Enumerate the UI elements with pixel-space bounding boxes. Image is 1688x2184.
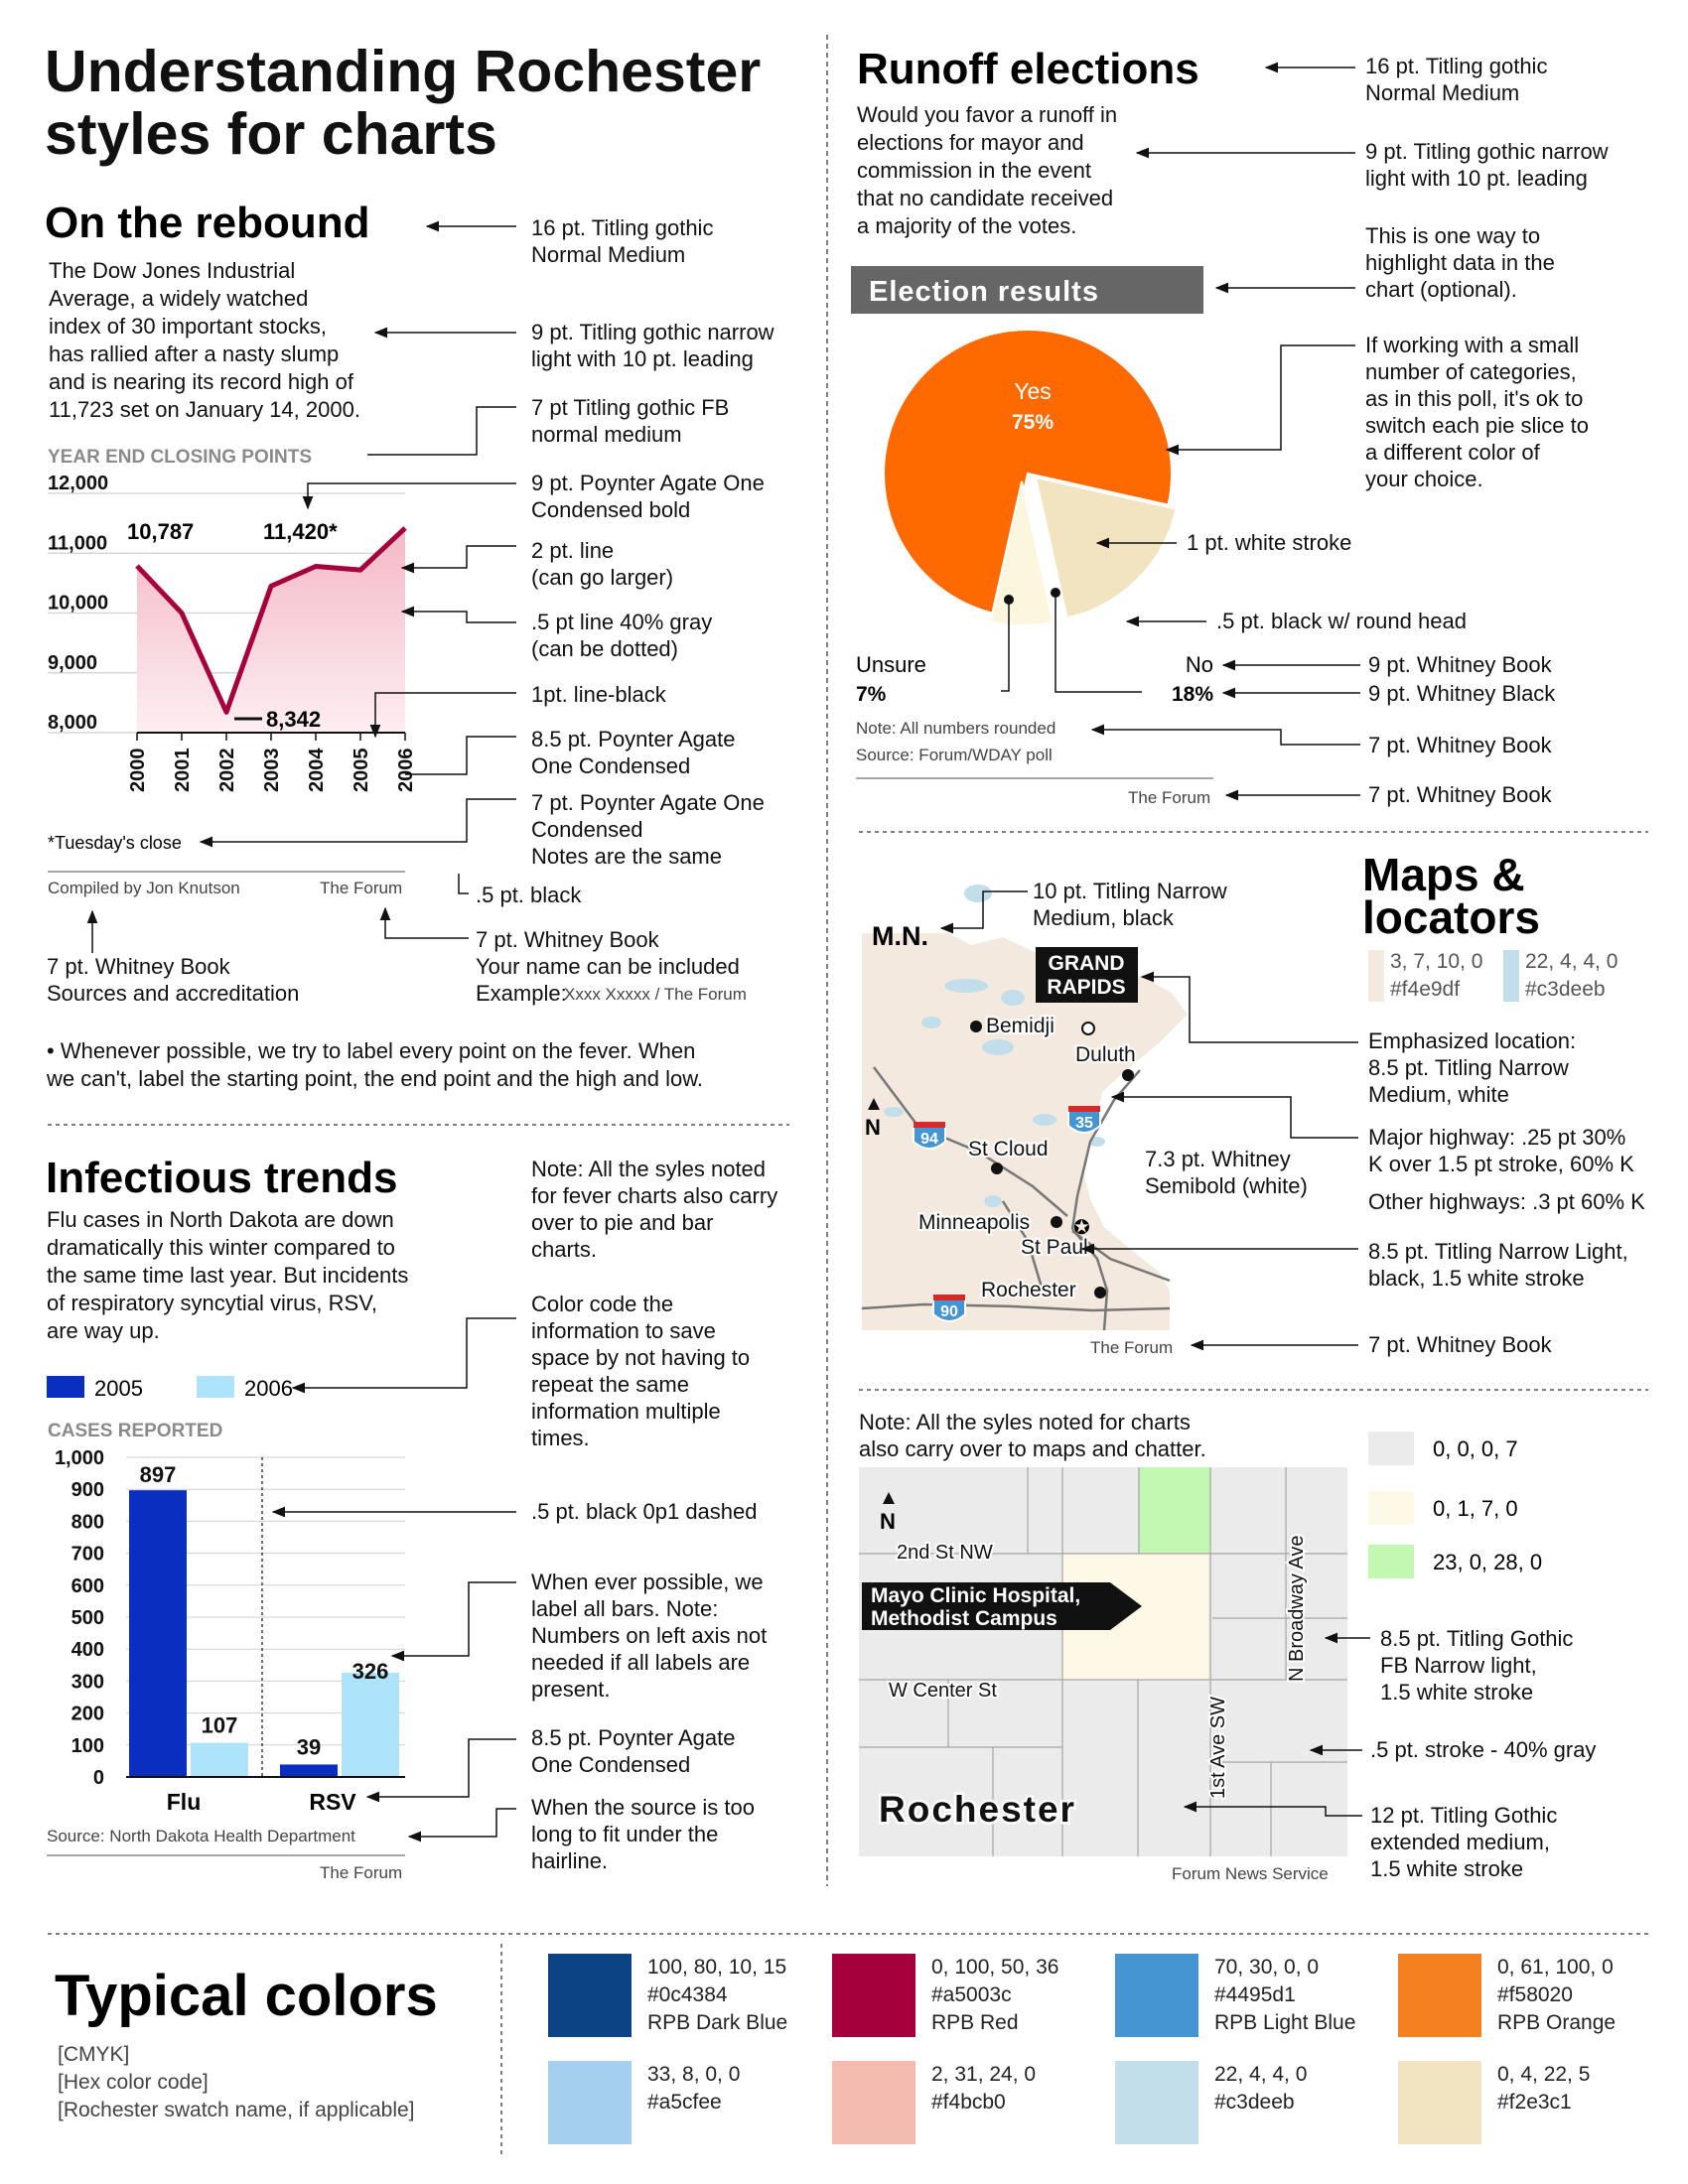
body-line: and is nearing its record high of <box>49 369 353 394</box>
annotation: (can go larger) <box>531 565 674 590</box>
runoff-heading: Runoff elections <box>857 45 1199 93</box>
body-line: The Dow Jones Industrial <box>49 258 296 283</box>
annotation: .5 pt. black 0p1 dashed <box>531 1499 758 1524</box>
annotation: .5 pt. stroke - 40% gray <box>1370 1737 1597 1762</box>
category-label: RSV <box>309 1789 356 1815</box>
annotation: 1.5 white stroke <box>1370 1856 1524 1881</box>
fever-area <box>137 528 405 733</box>
locator-annotations <box>1370 1626 1596 1881</box>
bar-flu-2006 <box>191 1743 248 1777</box>
y-tick-label: 100 <box>70 1734 104 1757</box>
runoff-annotations <box>1187 54 1609 807</box>
city-label: St Paul <box>1021 1236 1088 1259</box>
body-line: has rallied after a nasty slump <box>49 341 340 366</box>
body-line: the same time last year. But incidents <box>47 1263 409 1288</box>
color-swatch <box>548 1954 632 2037</box>
star-icon: ✪ <box>1073 1217 1090 1239</box>
swatch-hex: #f2e3c1 <box>1497 2091 1572 2114</box>
y-tick-label: 9,000 <box>48 651 98 674</box>
annotation: If working with a small <box>1365 333 1580 357</box>
runoff-body <box>857 102 1117 238</box>
annotation: black, 1.5 white stroke <box>1368 1266 1585 1291</box>
source-credit: The Forum <box>320 1863 403 1882</box>
swatch-hex: #c3deeb <box>1525 978 1606 1001</box>
bar-flu-2005 <box>129 1490 187 1777</box>
city-dot <box>1094 1287 1106 1298</box>
annotation: Other highways: .3 pt 60% K <box>1368 1189 1645 1214</box>
minnesota-map <box>862 885 1188 1357</box>
annotation: 1pt. line-black <box>531 682 666 707</box>
swatch-hex: #f4bcb0 <box>931 2091 1006 2114</box>
annotation: .5 pt. black w/ round head <box>1216 609 1467 633</box>
annotation: 8.5 pt. Poynter Agate <box>531 727 736 751</box>
x-tick-label: 2000 <box>127 748 149 792</box>
maps-heading <box>1362 849 1540 943</box>
slice-label-unsure: Unsure <box>856 652 926 677</box>
annotation: highlight data in the <box>1365 250 1555 275</box>
bullet-line: we can't, label the starting point, the end point and the high and low. <box>47 1066 703 1091</box>
annotation: 7.3 pt. Whitney <box>1145 1147 1291 1171</box>
annotation: 7 pt. Poynter Agate One <box>531 790 765 815</box>
annotation: Medium, black <box>1033 905 1174 930</box>
city-label: Duluth <box>1075 1043 1136 1066</box>
annotation: Medium, white <box>1368 1082 1509 1107</box>
body-line: dramatically this winter compared to <box>47 1235 395 1260</box>
annotation: 7 pt. Whitney Book <box>476 927 659 952</box>
lake <box>982 1039 1014 1055</box>
annotation: 16 pt. Titling gothic <box>1365 54 1548 78</box>
swatch-cmyk: 33, 8, 0, 0 <box>647 2063 741 2086</box>
emphasized-city: RAPIDS <box>1047 976 1126 999</box>
annotation: needed if all labels are <box>531 1650 751 1675</box>
rebound-heading: On the rebound <box>45 199 370 247</box>
source-line: Source: North Dakota Health Department <box>47 1827 355 1845</box>
swatch-hex: #4495d1 <box>1214 1983 1296 2006</box>
state-shape <box>862 933 1188 1330</box>
x-tick-label: 2002 <box>216 748 238 792</box>
annotation: 7 pt. Whitney Book <box>1368 733 1552 757</box>
heading-line: Maps & <box>1362 849 1525 900</box>
annotation: Normal Medium <box>1365 80 1520 105</box>
shield-35 <box>1068 1106 1100 1133</box>
swatch-hex: #f4e9df <box>1390 978 1461 1001</box>
city-label: Rochester <box>879 1789 1076 1830</box>
annotation: 1 pt. white stroke <box>1187 530 1352 555</box>
slice-value-yes: 75% <box>1011 411 1055 434</box>
street-label: W Center St <box>889 1680 997 1702</box>
swatch-cmyk: 0, 1, 7, 0 <box>1433 1496 1518 1521</box>
body-line: 11,723 set on January 14, 2000. <box>49 397 360 422</box>
annotation: Notes are the same <box>531 844 722 869</box>
body-line: of respiratory syncytial virus, RSV, <box>47 1291 377 1315</box>
chart-label: YEAR END CLOSING POINTS <box>48 447 313 468</box>
y-tick-label: 200 <box>70 1703 104 1725</box>
lake <box>984 1195 1002 1207</box>
annotation: Color code the <box>531 1292 674 1316</box>
city-label: Bemidji <box>986 1015 1055 1037</box>
swatch-hex: #f58020 <box>1497 1983 1573 2006</box>
rebound-bullet <box>46 1038 703 1091</box>
annotation: Condensed bold <box>531 497 691 522</box>
body-line: commission in the event <box>857 158 1091 183</box>
body-line: are way up. <box>47 1318 160 1343</box>
city-dot <box>1051 1216 1062 1228</box>
annotation: normal medium <box>531 422 682 447</box>
swatch-cmyk: 3, 7, 10, 0 <box>1390 950 1483 973</box>
annotation: as in this poll, it's ok to <box>1365 386 1584 411</box>
typical-legend <box>58 2043 415 2121</box>
emphasized-city: GRAND <box>1048 952 1125 975</box>
lake <box>1033 1114 1056 1126</box>
annotation: switch each pie slice to <box>1365 413 1589 438</box>
annotation: information to save <box>531 1318 716 1343</box>
pie-chart <box>856 330 1213 706</box>
legend-label: 2006 <box>244 1376 293 1401</box>
body-line: Flu cases in North Dakota are down <box>47 1207 394 1232</box>
bar-value-label: 326 <box>352 1659 389 1685</box>
annotation: light with 10 pt. leading <box>531 346 754 371</box>
bar-rsv-2006 <box>342 1673 399 1777</box>
swatch-cmyk: 0, 0, 0, 7 <box>1433 1436 1518 1461</box>
annotation: 8.5 pt. Titling Gothic <box>1380 1626 1574 1651</box>
city-label: Minneapolis <box>918 1211 1031 1234</box>
locator-note <box>859 1410 1206 1461</box>
annotation: K over 1.5 pt stroke, 60% K <box>1368 1152 1634 1176</box>
swatch <box>1368 1545 1414 1578</box>
swatch-hex: #c3deeb <box>1214 2091 1295 2114</box>
annotation: One Condensed <box>531 1752 691 1777</box>
title-line: Understanding Rochester <box>45 39 762 104</box>
annotation: This is one way to <box>1365 223 1541 248</box>
y-tick-label: 1,000 <box>54 1447 104 1469</box>
infectious-body <box>47 1207 408 1343</box>
footnote: *Tuesday's close <box>48 833 182 853</box>
swatch <box>1368 1491 1414 1525</box>
annotation: 16 pt. Titling gothic <box>531 215 714 240</box>
color-swatch <box>1398 1954 1481 2037</box>
city-dot <box>970 1021 982 1032</box>
legend-swatch-2006 <box>197 1376 234 1398</box>
color-swatch <box>1115 2061 1198 2144</box>
legend-label: 2005 <box>94 1376 143 1401</box>
swatch-name: RPB Dark Blue <box>647 2011 788 2034</box>
annotation: hairline. <box>531 1848 609 1873</box>
state-label: M.N. <box>872 921 928 951</box>
annotation: 9 pt. Titling gothic narrow <box>531 320 774 344</box>
y-tick-label: 500 <box>70 1607 104 1629</box>
annotation: 9 pt. Whitney Black <box>1368 681 1556 706</box>
annotation: 7 pt. Whitney Book <box>1368 782 1552 807</box>
title-line: styles for charts <box>45 101 497 167</box>
annotation: your choice. <box>1365 467 1483 491</box>
shield-90 <box>933 1295 965 1321</box>
body-line: index of 30 important stocks, <box>49 314 328 339</box>
swatch-hex: #0c4384 <box>647 1983 728 2006</box>
x-tick-label: 2004 <box>306 748 328 792</box>
city-label: Rochester <box>981 1279 1076 1301</box>
bullet-line: • Whenever possible, we try to label every point on the fever. When <box>47 1038 696 1063</box>
rebound-body <box>49 258 360 422</box>
annotation: .5 pt line 40% gray <box>531 610 713 634</box>
shield-number: 94 <box>920 1131 938 1148</box>
lake <box>1001 990 1025 1006</box>
leader-head <box>1004 595 1014 605</box>
chart-label: CASES REPORTED <box>48 1421 223 1441</box>
swatch-cmyk: 22, 4, 4, 0 <box>1214 2063 1308 2086</box>
rochester-locator-map <box>859 1467 1347 1856</box>
swatch-cmyk: 2, 31, 24, 0 <box>931 2063 1037 2086</box>
swatch-hex: #a5003c <box>931 1983 1012 2006</box>
annotation: 9 pt. Titling gothic narrow <box>1365 139 1609 164</box>
x-tick-label: 2005 <box>351 748 372 792</box>
leader-head <box>1051 588 1060 598</box>
compiled-by: Compiled by Jon Knutson <box>48 879 240 897</box>
annotation: Major highway: .25 pt 30% <box>1368 1125 1626 1150</box>
y-tick-label: 800 <box>70 1511 104 1534</box>
y-tick-label: 12,000 <box>48 473 109 494</box>
body-line: that no candidate received <box>857 186 1114 210</box>
swatch <box>1368 1432 1414 1465</box>
annotation: Example: <box>476 981 567 1006</box>
slice-value-unsure: 7% <box>856 683 887 706</box>
shield-number: 35 <box>1075 1115 1093 1132</box>
annotation: FB Narrow light, <box>1380 1653 1537 1678</box>
map-credit: Forum News Service <box>1172 1864 1329 1883</box>
annotation: chart (optional). <box>1365 277 1517 302</box>
annotation: Condensed <box>531 817 643 842</box>
annotation: 7 pt. Whitney Book <box>1368 1332 1552 1357</box>
color-swatch <box>832 2061 915 2144</box>
annotation: 8.5 pt. Poynter Agate <box>531 1725 736 1750</box>
annotation: times. <box>531 1426 590 1450</box>
color-swatch <box>1398 2061 1481 2144</box>
lake <box>921 1017 941 1028</box>
map-credit: The Forum <box>1090 1338 1174 1357</box>
annotation: Emphasized location: <box>1368 1028 1577 1053</box>
swatch-cmyk: 0, 100, 50, 36 <box>931 1956 1059 1979</box>
annotation: Your name can be included <box>476 954 740 979</box>
lake <box>884 1107 904 1117</box>
annotation: (can be dotted) <box>531 636 678 661</box>
locator-swatches <box>1368 1432 1542 1578</box>
north-label: N <box>865 1115 881 1140</box>
slice-label-no: No <box>1185 652 1213 677</box>
annotation: .5 pt. black <box>476 883 582 907</box>
body-line: a majority of the votes. <box>857 213 1077 238</box>
annotation: 7 pt Titling gothic FB <box>531 395 730 420</box>
annotation: 2 pt. line <box>531 538 615 563</box>
source-line: Source: Forum/WDAY poll <box>856 746 1053 764</box>
note-line: also carry over to maps and chatter. <box>859 1436 1206 1461</box>
body-line: Would you favor a runoff in <box>857 102 1118 127</box>
swatch-water <box>1503 950 1519 1002</box>
callout-label: Methodist Campus <box>871 1607 1057 1630</box>
annotation: Normal Medium <box>531 242 686 267</box>
lake <box>944 979 988 993</box>
bar-chart <box>55 1447 405 1815</box>
annotation: Sources and accreditation <box>47 981 300 1006</box>
annotation: When the source is too <box>531 1795 756 1820</box>
street-label: 1st Ave SW <box>1207 1696 1229 1799</box>
swatch-cmyk: 23, 0, 28, 0 <box>1433 1550 1543 1574</box>
annotation: charts. <box>531 1237 598 1262</box>
swatch-name: RPB Light Blue <box>1214 2011 1356 2034</box>
annotation-example: Xxxx Xxxxx / The Forum <box>564 985 747 1004</box>
x-tick-label: 2001 <box>172 748 194 792</box>
bar-value-label: 107 <box>201 1712 238 1738</box>
annotation: over to pie and bar <box>531 1210 714 1235</box>
bar-value-label: 39 <box>296 1734 322 1760</box>
swatch-cmyk: 22, 4, 4, 0 <box>1525 950 1618 973</box>
swatch-name: RPB Orange <box>1497 2011 1617 2034</box>
y-tick-label: 400 <box>70 1639 104 1662</box>
data-label-end: 11,420* <box>263 519 338 544</box>
city-label: St Cloud <box>968 1138 1049 1160</box>
annotation: extended medium, <box>1370 1830 1550 1854</box>
street-label: N Broadway Ave <box>1286 1535 1308 1682</box>
park-block <box>1139 1467 1210 1554</box>
y-tick-label: 11,000 <box>48 532 108 555</box>
legend-line: [CMYK] <box>58 2043 130 2066</box>
callout-label: Mayo Clinic Hospital, <box>871 1584 1081 1607</box>
y-tick-label: 900 <box>70 1479 104 1502</box>
note-line: Note: All numbers rounded <box>856 719 1056 738</box>
annotation: 12 pt. Titling Gothic <box>1370 1803 1558 1828</box>
y-tick-label: 10,000 <box>48 592 109 614</box>
note-line: Note: All the syles noted for charts <box>859 1410 1191 1434</box>
shield-94 <box>914 1122 945 1149</box>
category-label: Flu <box>166 1789 202 1815</box>
y-tick-label: 700 <box>70 1543 104 1566</box>
y-tick-label: 8,000 <box>48 712 98 734</box>
slice-label-yes: Yes <box>1014 378 1052 404</box>
annotation: Semibold (white) <box>1145 1173 1308 1198</box>
annotation: 1.5 white stroke <box>1380 1680 1534 1705</box>
annotation: a different color of <box>1365 440 1540 465</box>
city-dot-emphasized <box>1082 1023 1094 1034</box>
body-line: elections for mayor and <box>857 130 1084 155</box>
city-dot <box>1122 1069 1134 1081</box>
annotation: information multiple <box>531 1399 721 1424</box>
annotation: 10 pt. Titling Narrow <box>1033 879 1227 903</box>
data-label-low: 8,342 <box>266 707 322 732</box>
swatch-cmyk: 0, 61, 100, 0 <box>1497 1956 1614 1979</box>
election-banner-label: Election results <box>869 276 1099 308</box>
swatch-name: RPB Red <box>931 2011 1019 2034</box>
fever-chart <box>48 473 417 792</box>
annotation: Note: All the syles noted <box>531 1157 767 1181</box>
annotation: present. <box>531 1677 611 1702</box>
swatch-cmyk: 0, 4, 22, 5 <box>1497 2063 1591 2086</box>
annotation: space by not having to <box>531 1345 751 1370</box>
annotation: When ever possible, we <box>531 1570 764 1594</box>
annotation: 8.5 pt. Titling Narrow Light, <box>1368 1239 1628 1264</box>
annotation: number of categories, <box>1365 359 1577 384</box>
legend-line: [Hex color code] <box>58 2071 209 2094</box>
bar-rsv-2005 <box>280 1764 338 1777</box>
color-swatch <box>1115 1954 1198 2037</box>
bar-value-label: 897 <box>139 1462 177 1488</box>
swatch-land <box>1368 950 1384 1002</box>
slice-value-no: 18% <box>1171 683 1213 706</box>
annotation: long to fit under the <box>531 1822 719 1846</box>
data-label-start: 10,787 <box>127 519 195 544</box>
x-tick-label: 2006 <box>395 748 417 792</box>
page-title <box>45 39 761 167</box>
y-tick-label: 300 <box>70 1671 104 1694</box>
annotation: Numbers on left axis not <box>531 1623 768 1648</box>
source-credit: The Forum <box>320 879 403 897</box>
swatch-hex: #a5cfee <box>647 2091 722 2114</box>
annotation: for fever charts also carry <box>531 1183 778 1208</box>
annotation: 9 pt. Whitney Book <box>1368 652 1552 677</box>
y-tick-label: 0 <box>92 1767 104 1789</box>
color-swatch <box>548 2061 632 2144</box>
bar-legend <box>47 1376 293 1401</box>
street-label: 2nd St NW <box>897 1542 993 1564</box>
annotation: repeat the same <box>531 1372 689 1397</box>
annotation: label all bars. Note: <box>531 1596 719 1621</box>
typical-swatches <box>548 1954 1616 2144</box>
shield-number: 90 <box>940 1303 958 1320</box>
color-swatch <box>832 1954 915 2037</box>
annotation: light with 10 pt. leading <box>1365 166 1588 191</box>
infectious-heading: Infectious trends <box>46 1154 398 1202</box>
lake <box>964 885 992 902</box>
heading-line: locators <box>1362 891 1540 943</box>
infectious-annotations <box>531 1157 777 1873</box>
swatch-cmyk: 100, 80, 10, 15 <box>647 1956 787 1979</box>
legend-line: [Rochester swatch name, if applicable] <box>58 2099 415 2121</box>
annotation: 7 pt. Whitney Book <box>47 954 230 979</box>
annotation: 9 pt. Poynter Agate One <box>531 471 765 495</box>
source-credit: The Forum <box>1128 788 1211 807</box>
city-dot <box>991 1162 1003 1174</box>
north-label: N <box>880 1509 896 1534</box>
swatch-cmyk: 70, 30, 0, 0 <box>1214 1956 1320 1979</box>
y-tick-label: 600 <box>70 1574 104 1597</box>
typical-colors-heading: Typical colors <box>55 1964 438 2028</box>
legend-swatch-2005 <box>47 1376 84 1398</box>
body-line: Average, a widely watched <box>49 286 309 311</box>
annotation: One Condensed <box>531 753 691 778</box>
annotation: 8.5 pt. Titling Narrow <box>1368 1055 1569 1080</box>
x-tick-label: 2003 <box>261 748 283 792</box>
